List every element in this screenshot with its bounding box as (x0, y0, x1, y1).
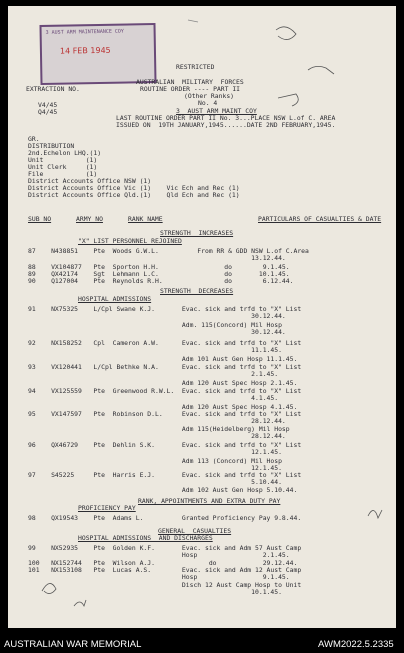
distribution-line: File (1) (28, 170, 98, 178)
ref-v: V4/45 (38, 101, 58, 109)
table-row: 30.12.44. (28, 312, 286, 320)
table-row: Hosp 9.1.45. (28, 573, 290, 581)
table-row: Disch 12 Aust Camp Hosp to Unit (28, 581, 302, 589)
distribution-line: Unit Clerk (1) (28, 163, 98, 171)
table-row: Adm 115(Heidelberg) Mil Hosp (28, 425, 290, 433)
table-row: 4.1.45. (28, 394, 279, 402)
col-rank-name: RANK NAME (128, 215, 163, 223)
last-order-line: LAST ROUTINE ORDER PART II No. 3...PLACE NSW L.of C. AREA (116, 114, 336, 122)
table-row: Adm 120 Aust Spec Hosp 4.1.45. (28, 403, 298, 411)
table-row: 28.12.44. (28, 417, 286, 425)
section-strength-decreases: STRENGTH DECREASES (160, 287, 234, 295)
title-line-2: ROUTINE ORDER ---- PART II (140, 85, 241, 93)
section-hospital-discharges: HOSPITAL ADMISSIONS AND DISCHARGES (78, 534, 213, 542)
section-x-list: "X" LIST PERSONNEL REJOINED (78, 237, 182, 245)
table-row: 5.10.44. (28, 478, 282, 486)
table-row: 99 NX52935 Pte Golden K.F. Evac. sick and Adm 57 Aust Camp (28, 544, 302, 552)
pencil-marks (8, 6, 396, 628)
table-row: 97 S45225 Pte Harris E.J. Evac. sick and trfd to "X" List (28, 471, 302, 479)
table-row: Adm 102 Aust Gen Hosp 5.10.44. (28, 486, 298, 494)
table-row: 11.1.45. (28, 346, 282, 354)
table-row: 101 NX153108 Pte Lucas A.S. Evac. sick and Adm 12 Aust Camp (28, 566, 302, 574)
table-row: Adm 113 (Concord) Mil Hosp (28, 457, 282, 465)
distribution-heading: GR. DISTRIBUTION (28, 135, 75, 150)
unit-name: 3 AUST ARM MAINT COY (176, 107, 257, 115)
table-row: 28.12.44. (28, 432, 286, 440)
table-row: Adm. 115(Concord) Mil Hosp (28, 321, 282, 329)
table-row: Adm 101 Aust Gen Hosp 11.1.45. (28, 355, 298, 363)
col-army-no: ARMY NO (76, 215, 103, 223)
table-row: 96 QX46729 Pte Dehlin S.K. Evac. sick and trfd to "X" List (28, 441, 302, 449)
section-proficiency-pay: PROFICIENCY PAY (78, 504, 136, 512)
table-row: 10.1.45. (28, 588, 282, 596)
table-row: 12.1.45. (28, 448, 282, 456)
distribution-line: District Accounts Office Vic (1) Vic Ech and Rec (1) (28, 184, 240, 192)
table-row: 98 QX19543 Pte Adams L. Granted Proficiency Pay 9.8.44. (28, 514, 302, 522)
table-row: 2.1.45. (28, 370, 279, 378)
table-row: 89 QX42174 Sgt Lehmann L.C. do 10.1.45. (28, 270, 290, 278)
section-strength-increases: STRENGTH INCREASES (160, 229, 234, 237)
table-row: 30.12.44. (28, 328, 286, 336)
table-row: 94 VX125559 Pte Greenwood R.W.L. Evac. sick and trfd to "X" List (28, 387, 302, 395)
section-rank-appointments: RANK, APPOINTMENTS AND EXTRA DUTY PAY (138, 497, 281, 505)
table-row: 88 VX104877 Pte Sporton H.H. do 9.1.45. (28, 263, 290, 271)
title-line-3: (Other Ranks) (184, 92, 235, 100)
section-general-casualties: GENERAL CASUALTIES (158, 527, 232, 535)
table-row: 95 VX147597 Pte Robinson D.L. Evac. sick and trfd to "X" List (28, 410, 302, 418)
stamp-unit-text: 3 AUST ARM MAINTENANCE COY (45, 28, 124, 36)
section-hospital-admissions: HOSPITAL ADMISSIONS (78, 295, 152, 303)
issued-line: ISSUED ON 19TH JANUARY,1945......DATE 2ND FEBRUARY,1945. (116, 121, 336, 129)
table-row: Hosp 2.1.45. (28, 551, 290, 559)
table-row: 87 N438851 Pte Woods G.W.L. From RR & GDD NSW L.of C.Area (28, 247, 309, 255)
archive-footer (0, 634, 404, 653)
table-row: 12.1.45. (28, 464, 282, 472)
table-row: 100 NX152744 Pte Wilson A.J. do 29.12.44. (28, 559, 298, 567)
table-row: 13.12.44. (28, 254, 286, 262)
col-particulars: PARTICULARS OF CASUALTIES & DATE (258, 215, 382, 223)
restricted-label: RESTRICTED (176, 63, 215, 71)
footer-institution: AUSTRALIAN WAR MEMORIAL (4, 639, 142, 650)
distribution-line: Unit (1) (28, 156, 98, 164)
title-line-1: AUSTRALIAN MILITARY FORCES (136, 78, 244, 86)
distribution-line: District Accounts Office NSW (1) (28, 177, 152, 185)
stamp-date: 14 FEB 1945 (59, 45, 111, 56)
distribution-line: 2nd.Echelon LHQ.(1) (28, 149, 102, 157)
table-row: 92 NX158252 Cpl Cameron A.W. Evac. sick and trfd to "X" List (28, 339, 302, 347)
table-row: 93 VX120441 L/Cpl Bethke N.A. Evac. sick and trfd to "X" List (28, 363, 302, 371)
document-page (8, 6, 396, 628)
title-line-4: No. 4 (198, 99, 218, 107)
table-row: 91 NX75325 L/Cpl Swane K.J. Evac. sick and trfd to "X" List (28, 305, 302, 313)
extraction-no: EXTRACTION NO. (26, 85, 80, 93)
footer-accession-id: AWM2022.5.2335 (318, 639, 394, 650)
table-row: Adm 120 Aust Spec Hosp 2.1.45. (28, 379, 298, 387)
ref-q: Q4/45 (38, 108, 58, 116)
col-sub-no: SUB NO (28, 215, 52, 223)
table-row: 90 Q127004 Pte Reynolds R.H. do 6.12.44. (28, 277, 294, 285)
distribution-line: District Accounts Office Qld.(1) Qld Ech and Rec (1) (28, 191, 240, 199)
